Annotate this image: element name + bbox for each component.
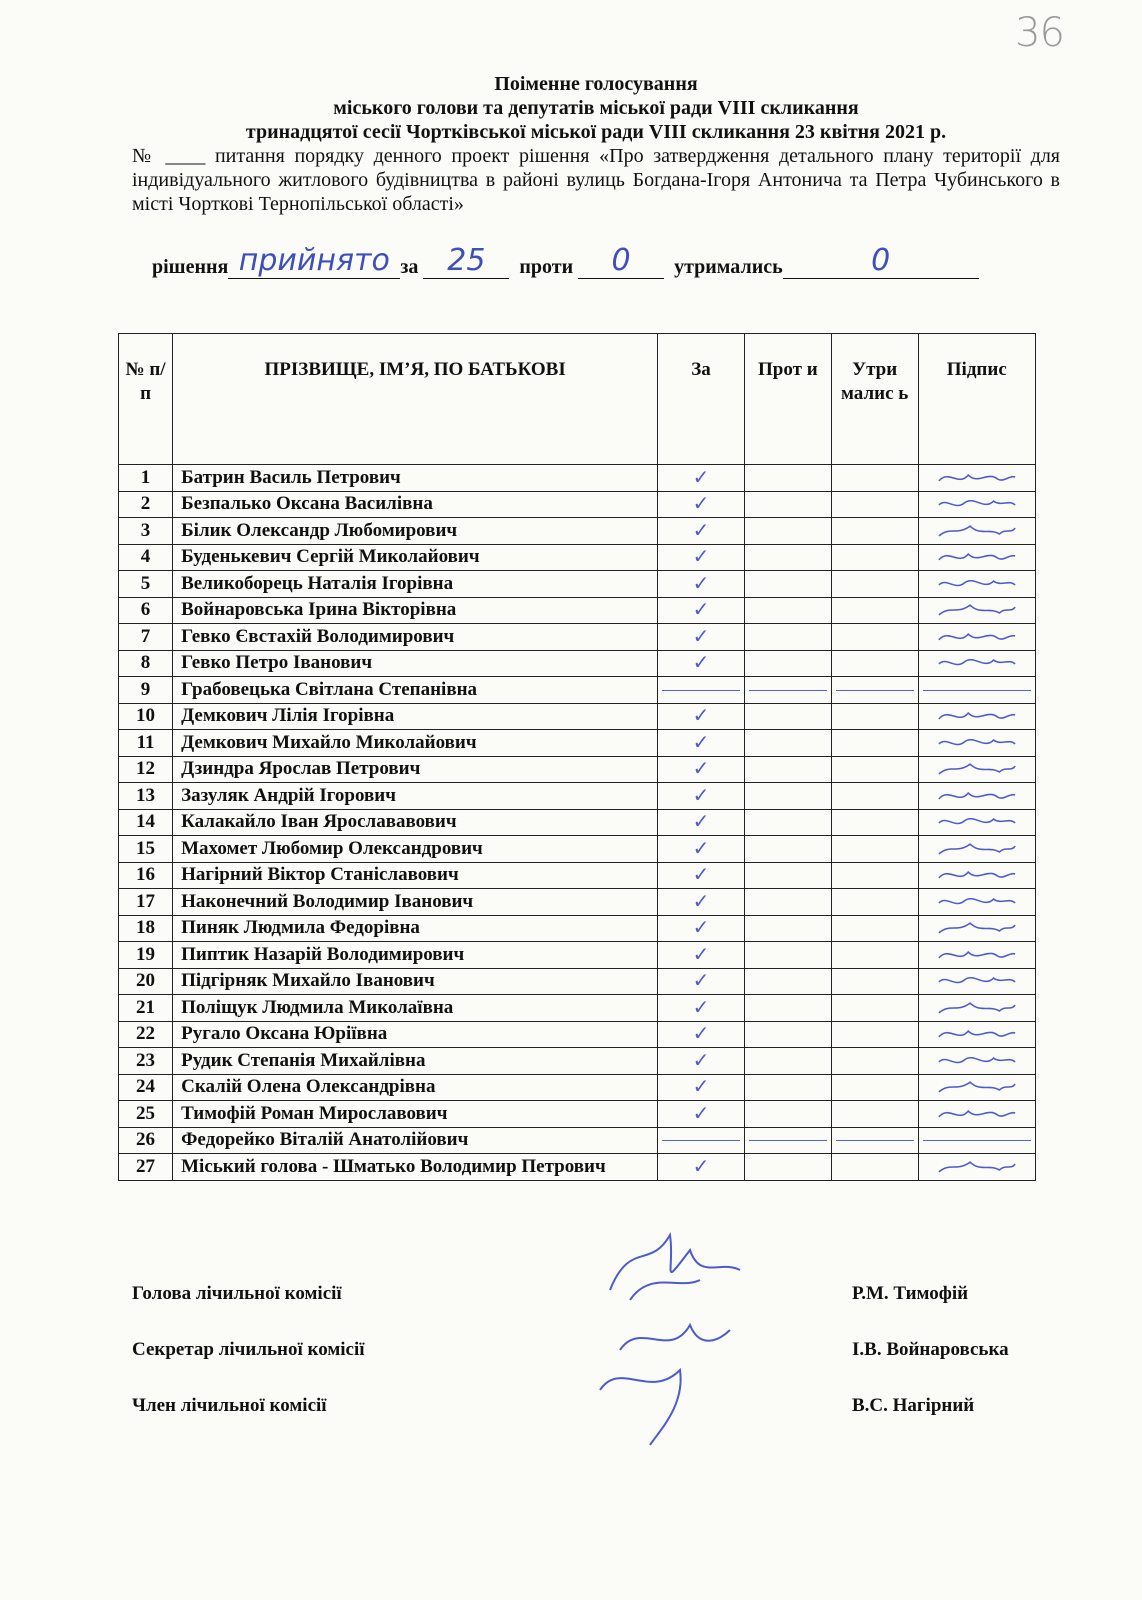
document-header	[132, 72, 1060, 216]
vote-cell-against	[744, 1021, 831, 1048]
signature-cell	[918, 783, 1035, 810]
row-number: 13	[119, 783, 173, 810]
vote-cell-against	[744, 836, 831, 863]
signature-mark	[935, 1052, 1019, 1070]
vote-cell-abstain	[831, 942, 918, 969]
vote-cell-against	[744, 1074, 831, 1101]
signature-cell	[918, 889, 1035, 916]
signature-cell	[918, 650, 1035, 677]
vote-cell-against	[744, 597, 831, 624]
signature-cell	[918, 730, 1035, 757]
check-mark-icon: ✓	[692, 756, 710, 781]
table-row	[119, 995, 1036, 1022]
vote-cell-against	[744, 703, 831, 730]
deputy-name: Федорейко Віталій Анатолійович	[173, 1127, 658, 1154]
strike-line	[923, 1140, 1031, 1141]
vote-cell-against	[744, 491, 831, 518]
signature-mark	[935, 893, 1019, 911]
vote-cell-for	[658, 544, 745, 571]
signature-mark	[935, 866, 1019, 884]
vote-cell-for	[658, 703, 745, 730]
strike-line	[923, 690, 1031, 691]
table-header-row	[119, 334, 1036, 465]
deputy-name: Махомет Любомир Олександрович	[173, 836, 658, 863]
vote-cell-for	[658, 1101, 745, 1128]
signature-mark	[935, 522, 1019, 540]
table-row	[119, 571, 1036, 598]
check-mark-icon: ✓	[692, 1100, 710, 1125]
vote-cell-for	[658, 809, 745, 836]
row-number: 27	[119, 1154, 173, 1181]
vote-cell-for	[658, 597, 745, 624]
signature-mark	[935, 1025, 1019, 1043]
check-mark-icon: ✓	[692, 1153, 710, 1178]
vote-cell-abstain	[831, 1048, 918, 1075]
check-mark-icon: ✓	[692, 915, 710, 940]
signature-mark	[935, 919, 1019, 937]
signature-cell	[918, 968, 1035, 995]
check-mark-icon: ✓	[692, 994, 710, 1019]
deputy-name: Наконечний Володимир Іванович	[173, 889, 658, 916]
signature-mark	[935, 707, 1019, 725]
table-row	[119, 1127, 1036, 1154]
signature-cell	[918, 518, 1035, 545]
vote-cell-against	[744, 783, 831, 810]
check-mark-icon: ✓	[692, 1047, 710, 1072]
deputy-name: Зазуляк Андрій Ігорович	[173, 783, 658, 810]
signature-mark	[935, 1105, 1019, 1123]
abstain-blank	[783, 243, 979, 279]
decision-blank	[228, 243, 400, 279]
deputy-name: Войнаровська Ірина Вікторівна	[173, 597, 658, 624]
vote-cell-for	[658, 968, 745, 995]
signature-cell	[918, 915, 1035, 942]
check-mark-icon: ✓	[692, 1074, 710, 1099]
vote-cell-abstain	[831, 783, 918, 810]
table-row	[119, 703, 1036, 730]
secretary-name: І.В. Войнаровська	[852, 1339, 1009, 1360]
footer-row-member	[132, 1395, 1052, 1451]
for-label: за	[400, 256, 419, 278]
secretary-label: Секретар лічильної комісії	[132, 1339, 365, 1360]
table-row	[119, 783, 1036, 810]
table-row	[119, 968, 1036, 995]
vote-cell-abstain	[831, 968, 918, 995]
table-row	[119, 942, 1036, 969]
table-row	[119, 518, 1036, 545]
header-line-2: міського голови та депутатів міської ради VIII скликання	[333, 97, 859, 119]
table-row	[119, 1021, 1036, 1048]
vote-cell-against	[744, 544, 831, 571]
signature-cell	[918, 1048, 1035, 1075]
check-mark-icon: ✓	[692, 809, 710, 834]
deputy-name: Великоборець Наталія Ігорівна	[173, 571, 658, 598]
signature-cell	[918, 1101, 1035, 1128]
vote-cell-abstain	[831, 571, 918, 598]
row-number: 10	[119, 703, 173, 730]
deputy-name: Грабовецька Світлана Степанівна	[173, 677, 658, 704]
signature-cell	[918, 1074, 1035, 1101]
decision-value: прийнято	[238, 243, 390, 278]
header-line-1: Поіменне голосування	[494, 73, 698, 95]
row-number: 26	[119, 1127, 173, 1154]
row-number: 4	[119, 544, 173, 571]
footer-row-secretary	[132, 1339, 1052, 1395]
vote-cell-abstain	[831, 730, 918, 757]
table-row	[119, 1101, 1036, 1128]
deputy-name: Пиняк Людмила Федорівна	[173, 915, 658, 942]
signature-cell	[918, 995, 1035, 1022]
strike-line	[836, 690, 914, 691]
row-number: 18	[119, 915, 173, 942]
row-number: 20	[119, 968, 173, 995]
check-mark-icon: ✓	[692, 650, 710, 675]
vote-cell-against	[744, 677, 831, 704]
member-name: В.С. Нагірний	[852, 1395, 975, 1416]
signature-cell	[918, 942, 1035, 969]
check-mark-icon: ✓	[692, 570, 710, 595]
row-number: 14	[119, 809, 173, 836]
vote-cell-abstain	[831, 1127, 918, 1154]
signature-mark	[935, 548, 1019, 566]
check-mark-icon: ✓	[692, 888, 710, 913]
table-row	[119, 730, 1036, 757]
vote-cell-abstain	[831, 677, 918, 704]
against-blank	[578, 243, 664, 279]
check-mark-icon: ✓	[692, 464, 710, 489]
row-number: 7	[119, 624, 173, 651]
vote-cell-against	[744, 995, 831, 1022]
vote-cell-for	[658, 730, 745, 757]
deputy-name: Демкович Михайло Миколайович	[173, 730, 658, 757]
signature-mark	[935, 575, 1019, 593]
deputy-name: Гевко Євстахій Володимирович	[173, 624, 658, 651]
vote-cell-for	[658, 915, 745, 942]
vote-cell-for	[658, 650, 745, 677]
signature-mark	[935, 760, 1019, 778]
signature-mark	[935, 495, 1019, 513]
signature-cell	[918, 544, 1035, 571]
vote-cell-for	[658, 518, 745, 545]
vote-cell-against	[744, 465, 831, 492]
table-row	[119, 491, 1036, 518]
table-row	[119, 1154, 1036, 1181]
vote-cell-against	[744, 650, 831, 677]
vote-cell-abstain	[831, 995, 918, 1022]
chair-name: Р.М. Тимофій	[852, 1283, 969, 1304]
decision-label: рішення	[152, 256, 229, 278]
signature-mark	[935, 813, 1019, 831]
against-label: проти	[519, 256, 574, 278]
vote-cell-abstain	[831, 1021, 918, 1048]
vote-cell-against	[744, 756, 831, 783]
vote-cell-for	[658, 942, 745, 969]
signature-mark	[935, 734, 1019, 752]
vote-cell-for	[658, 836, 745, 863]
row-number: 8	[119, 650, 173, 677]
deputy-name: Ругало Оксана Юріївна	[173, 1021, 658, 1048]
table-body	[119, 465, 1036, 1181]
row-number: 17	[119, 889, 173, 916]
deputy-name: Міський голова - Шматько Володимир Петрович	[173, 1154, 658, 1181]
vote-cell-abstain	[831, 809, 918, 836]
table-row	[119, 544, 1036, 571]
table-row	[119, 889, 1036, 916]
signature-mark	[935, 628, 1019, 646]
vote-cell-for	[658, 783, 745, 810]
roll-call-table	[118, 333, 1036, 1181]
for-blank	[423, 243, 509, 279]
vote-cell-for	[658, 1074, 745, 1101]
vote-cell-for	[658, 624, 745, 651]
table-row	[119, 915, 1036, 942]
row-number: 11	[119, 730, 173, 757]
table-row	[119, 862, 1036, 889]
signature-cell	[918, 703, 1035, 730]
header-abstain: Утри малис ь	[831, 334, 918, 465]
signature-cell	[918, 836, 1035, 863]
check-mark-icon: ✓	[692, 544, 710, 569]
row-number: 3	[119, 518, 173, 545]
vote-cell-for	[658, 1127, 745, 1154]
page-number: 36	[1015, 10, 1064, 56]
table-row	[119, 465, 1036, 492]
chair-label: Голова лічильної комісії	[132, 1283, 342, 1304]
signature-mark	[935, 469, 1019, 487]
vote-cell-against	[744, 518, 831, 545]
signature-cell	[918, 1021, 1035, 1048]
vote-cell-against	[744, 862, 831, 889]
vote-cell-for	[658, 889, 745, 916]
signature-cell	[918, 1154, 1035, 1181]
signature-cell	[918, 1127, 1035, 1154]
vote-cell-abstain	[831, 597, 918, 624]
signature-mark	[935, 840, 1019, 858]
deputy-name: Нагірний Віктор Станіславович	[173, 862, 658, 889]
signature-cell	[918, 677, 1035, 704]
deputy-name: Скалій Олена Олександрівна	[173, 1074, 658, 1101]
abstain-label: утримались	[674, 256, 783, 278]
vote-cell-against	[744, 968, 831, 995]
deputy-name: Поліщук Людмила Миколаївна	[173, 995, 658, 1022]
vote-cell-abstain	[831, 544, 918, 571]
row-number: 6	[119, 597, 173, 624]
vote-cell-for	[658, 491, 745, 518]
deputy-name: Підгірняк Михайло Іванович	[173, 968, 658, 995]
vote-cell-abstain	[831, 889, 918, 916]
signature-mark	[935, 787, 1019, 805]
table-row	[119, 597, 1036, 624]
member-label: Член лічильної комісії	[132, 1395, 327, 1416]
vote-cell-against	[744, 915, 831, 942]
vote-cell-against	[744, 1154, 831, 1181]
check-mark-icon: ✓	[692, 782, 710, 807]
vote-cell-against	[744, 942, 831, 969]
signature-cell	[918, 862, 1035, 889]
strike-line	[749, 1140, 827, 1141]
vote-cell-abstain	[831, 1101, 918, 1128]
deputy-name: Гевко Петро Іванович	[173, 650, 658, 677]
vote-cell-for	[658, 571, 745, 598]
vote-cell-against	[744, 730, 831, 757]
table-row	[119, 836, 1036, 863]
signature-mark	[935, 601, 1019, 619]
vote-cell-abstain	[831, 650, 918, 677]
signature-mark	[935, 946, 1019, 964]
row-number: 15	[119, 836, 173, 863]
check-mark-icon: ✓	[692, 703, 710, 728]
vote-cell-against	[744, 1127, 831, 1154]
strike-line	[662, 690, 740, 691]
deputy-name: Пиптик Назарій Володимирович	[173, 942, 658, 969]
strike-line	[749, 690, 827, 691]
header-name: ПРІЗВИЩЕ, ІМ’Я, ПО БАТЬКОВІ	[173, 334, 658, 465]
vote-cell-for	[658, 677, 745, 704]
row-number: 9	[119, 677, 173, 704]
row-number: 24	[119, 1074, 173, 1101]
signature-mark	[935, 972, 1019, 990]
signature-cell	[918, 597, 1035, 624]
signature-mark	[935, 1078, 1019, 1096]
deputy-name: Дзиндра Ярослав Петрович	[173, 756, 658, 783]
row-number: 5	[119, 571, 173, 598]
check-mark-icon: ✓	[692, 597, 710, 622]
check-mark-icon: ✓	[692, 835, 710, 860]
vote-cell-against	[744, 1048, 831, 1075]
row-number: 25	[119, 1101, 173, 1128]
row-number: 12	[119, 756, 173, 783]
table-row	[119, 624, 1036, 651]
row-number: 19	[119, 942, 173, 969]
agenda-question: № ____ питання порядку денного проект рішення «Про затвердження детального плану території для індивідуального житлового будівництва в районі вулиць Богдана-Ігоря Антонича та Петра Чубинського в місті Чорткові Тернопільської області»	[132, 145, 1060, 215]
table-row	[119, 677, 1036, 704]
header-signature: Підпис	[918, 334, 1035, 465]
vote-cell-for	[658, 756, 745, 783]
table-row	[119, 1074, 1036, 1101]
vote-cell-abstain	[831, 518, 918, 545]
vote-cell-against	[744, 809, 831, 836]
row-number: 22	[119, 1021, 173, 1048]
signature-cell	[918, 491, 1035, 518]
vote-cell-abstain	[831, 862, 918, 889]
check-mark-icon: ✓	[692, 729, 710, 754]
header-for: За	[658, 334, 745, 465]
table-row	[119, 809, 1036, 836]
commission-block	[132, 1283, 1052, 1451]
signature-mark	[935, 1158, 1019, 1176]
strike-line	[662, 1140, 740, 1141]
deputy-name: Калакайло Іван Ярослававович	[173, 809, 658, 836]
vote-cell-abstain	[831, 1074, 918, 1101]
deputy-name: Тимофій Роман Мирославович	[173, 1101, 658, 1128]
signature-cell	[918, 624, 1035, 651]
table-row	[119, 756, 1036, 783]
vote-cell-abstain	[831, 915, 918, 942]
check-mark-icon: ✓	[692, 517, 710, 542]
signature-cell	[918, 465, 1035, 492]
against-value: 0	[611, 243, 631, 278]
signature-cell	[918, 571, 1035, 598]
deputy-name: Буденькевич Сергій Миколайович	[173, 544, 658, 571]
table-row	[119, 1048, 1036, 1075]
for-value: 25	[447, 243, 486, 278]
vote-cell-against	[744, 889, 831, 916]
vote-cell-for	[658, 1154, 745, 1181]
check-mark-icon: ✓	[692, 941, 710, 966]
vote-cell-abstain	[831, 836, 918, 863]
row-number: 1	[119, 465, 173, 492]
vote-cell-for	[658, 995, 745, 1022]
check-mark-icon: ✓	[692, 862, 710, 887]
vote-cell-abstain	[831, 1154, 918, 1181]
deputy-name: Білик Олександр Любомирович	[173, 518, 658, 545]
check-mark-icon: ✓	[692, 623, 710, 648]
vote-cell-for	[658, 1048, 745, 1075]
deputy-name: Батрин Василь Петрович	[173, 465, 658, 492]
table-row	[119, 650, 1036, 677]
vote-cell-abstain	[831, 491, 918, 518]
row-number: 16	[119, 862, 173, 889]
vote-cell-against	[744, 571, 831, 598]
abstain-value: 0	[871, 243, 891, 278]
vote-cell-abstain	[831, 465, 918, 492]
strike-line	[836, 1140, 914, 1141]
deputy-name: Безпалько Оксана Василівна	[173, 491, 658, 518]
signature-cell	[918, 756, 1035, 783]
check-mark-icon: ✓	[692, 968, 710, 993]
vote-cell-for	[658, 1021, 745, 1048]
vote-cell-for	[658, 465, 745, 492]
header-line-3: тринадцятої сесії Чортківської міської ради VIII скликання 23 квітня 2021 р.	[245, 121, 947, 143]
vote-cell-against	[744, 624, 831, 651]
signature-cell	[918, 809, 1035, 836]
deputy-name: Рудик Степанія Михайлівна	[173, 1048, 658, 1075]
check-mark-icon: ✓	[692, 1021, 710, 1046]
signature-mark	[935, 999, 1019, 1017]
header-num: № п/п	[119, 334, 173, 465]
vote-cell-against	[744, 1101, 831, 1128]
check-mark-icon: ✓	[692, 491, 710, 516]
deputy-name: Демкович Лілія Ігорівна	[173, 703, 658, 730]
vote-cell-abstain	[831, 703, 918, 730]
vote-cell-abstain	[831, 756, 918, 783]
row-number: 21	[119, 995, 173, 1022]
signature-mark	[935, 654, 1019, 672]
row-number: 2	[119, 491, 173, 518]
row-number: 23	[119, 1048, 173, 1075]
decision-line	[152, 243, 979, 279]
header-against: Прот и	[744, 334, 831, 465]
footer-row-chair	[132, 1283, 1052, 1339]
vote-cell-for	[658, 862, 745, 889]
vote-cell-abstain	[831, 624, 918, 651]
